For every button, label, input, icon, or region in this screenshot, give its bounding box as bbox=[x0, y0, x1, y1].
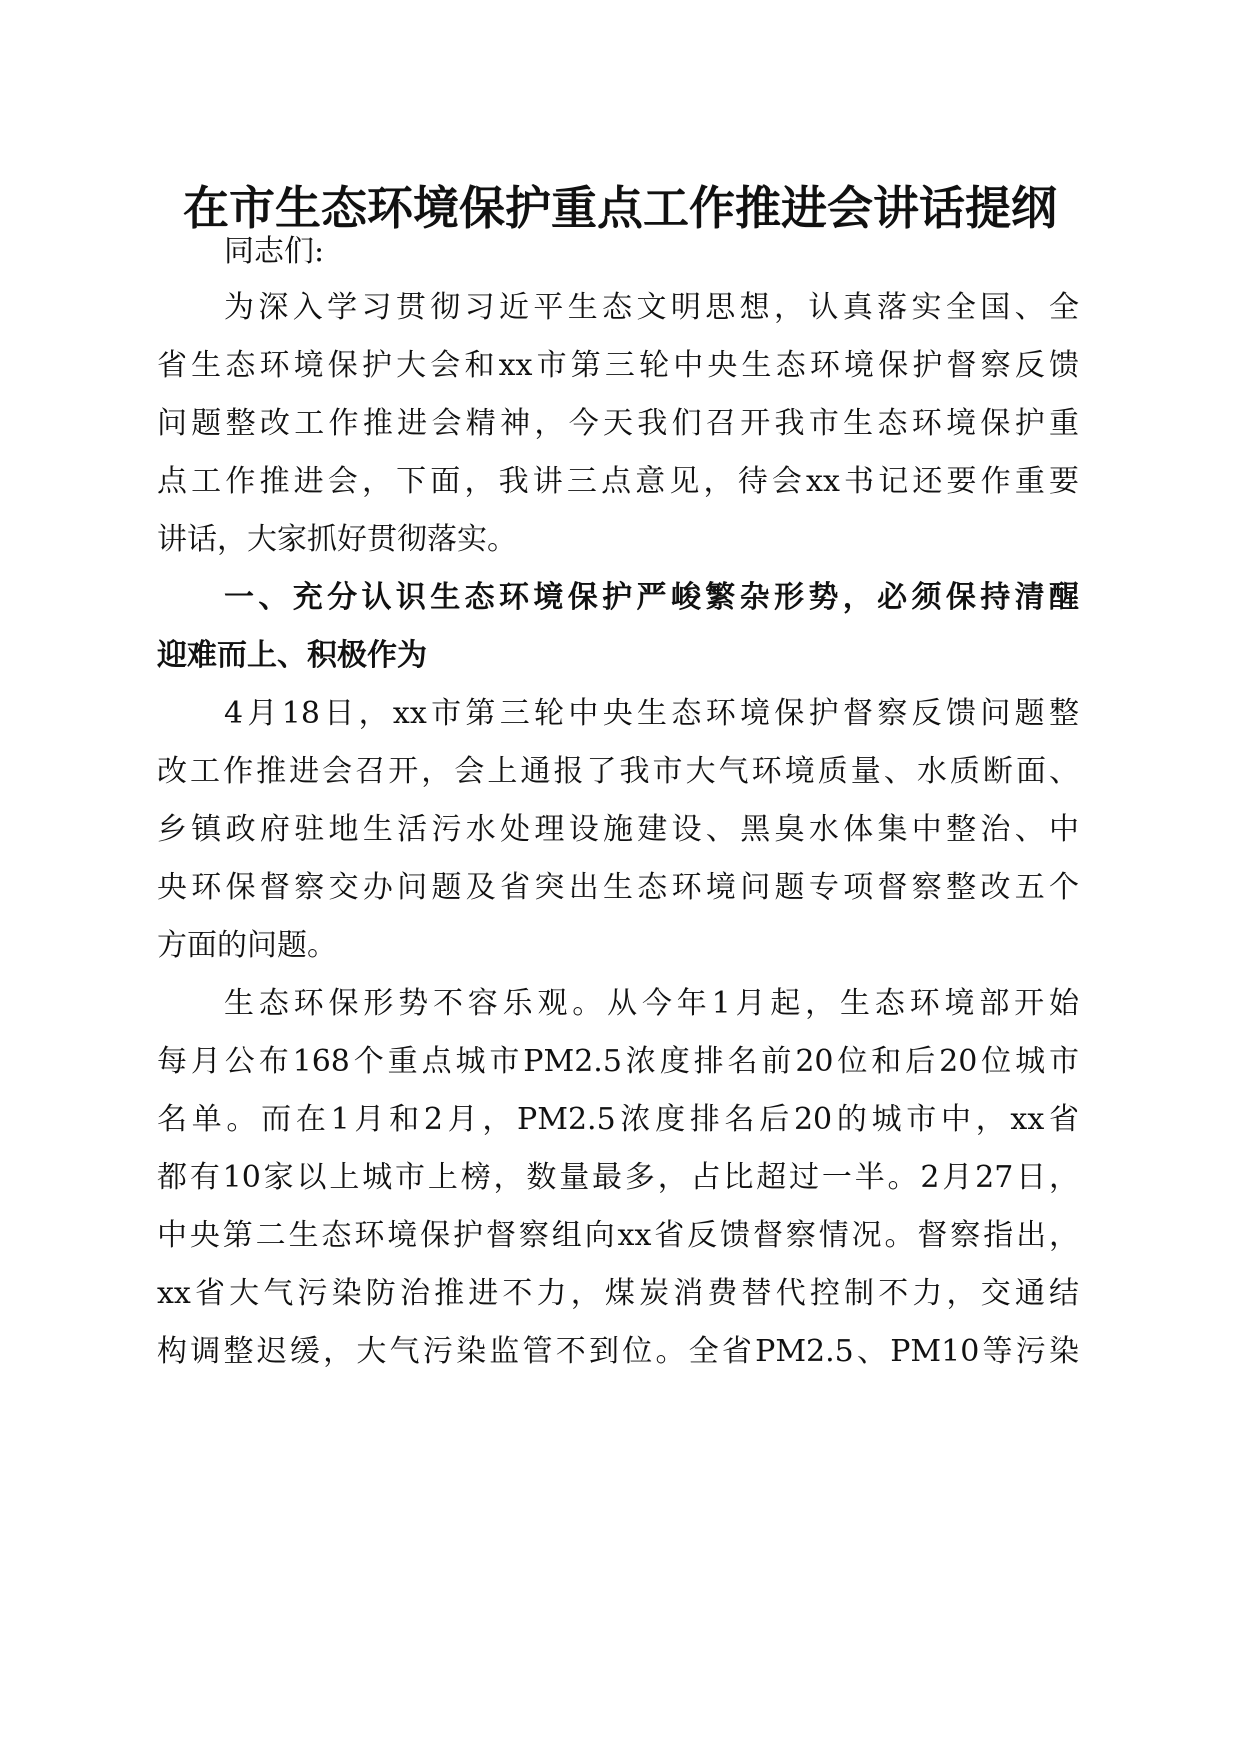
intro-line: 省生态环境保护大会和xx市第三轮中央生态环境保护督察反馈 bbox=[157, 348, 1079, 383]
salutation: 同志们: bbox=[224, 234, 325, 269]
paragraph-line: 名单。而在1月和2月，PM2.5浓度排名后20的城市中，xx省 bbox=[157, 1102, 1079, 1137]
paragraph-line: 改工作推进会召开，会上通报了我市大气环境质量、水质断面、 bbox=[157, 754, 1079, 789]
paragraph-line: 每月公布168个重点城市PM2.5浓度排名前20位和后20位城市 bbox=[157, 1044, 1079, 1079]
paragraph-line: 都有10家以上城市上榜，数量最多，占比超过一半。2月27日， bbox=[157, 1160, 1079, 1195]
section-heading-line: 迎难而上、积极作为 bbox=[157, 638, 427, 673]
paragraph-line: 央环保督察交办问题及省突出生态环境问题专项督察整改五个 bbox=[157, 870, 1079, 905]
paragraph-line: 中央第二生态环境保护督察组向xx省反馈督察情况。督察指出， bbox=[157, 1218, 1079, 1253]
paragraph-line: 构调整迟缓，大气污染监管不到位。全省PM2.5、PM10等污染 bbox=[157, 1334, 1079, 1369]
paragraph-line: 4月18日，xx市第三轮中央生态环境保护督察反馈问题整 bbox=[224, 696, 1079, 731]
intro-line: 点工作推进会，下面，我讲三点意见，待会xx书记还要作重要 bbox=[157, 464, 1079, 499]
intro-line: 为深入学习贯彻习近平生态文明思想，认真落实全国、全 bbox=[224, 290, 1079, 325]
intro-line: 讲话，大家抓好贯彻落实。 bbox=[157, 522, 517, 557]
intro-line: 问题整改工作推进会精神，今天我们召开我市生态环境保护重 bbox=[157, 406, 1079, 441]
paragraph-line: 方面的问题。 bbox=[157, 928, 337, 963]
section-heading-line: 一、充分认识生态环境保护严峻繁杂形势，必须保持清醒 bbox=[224, 580, 1079, 615]
document-title: 在市生态环境保护重点工作推进会讲话提纲 bbox=[183, 181, 1057, 235]
paragraph-line: 生态环保形势不容乐观。从今年1月起，生态环境部开始 bbox=[224, 986, 1079, 1021]
paragraph-line: 乡镇政府驻地生活污水处理设施建设、黑臭水体集中整治、中 bbox=[157, 812, 1079, 847]
paragraph-line: xx省大气污染防治推进不力，煤炭消费替代控制不力，交通结 bbox=[157, 1276, 1079, 1311]
